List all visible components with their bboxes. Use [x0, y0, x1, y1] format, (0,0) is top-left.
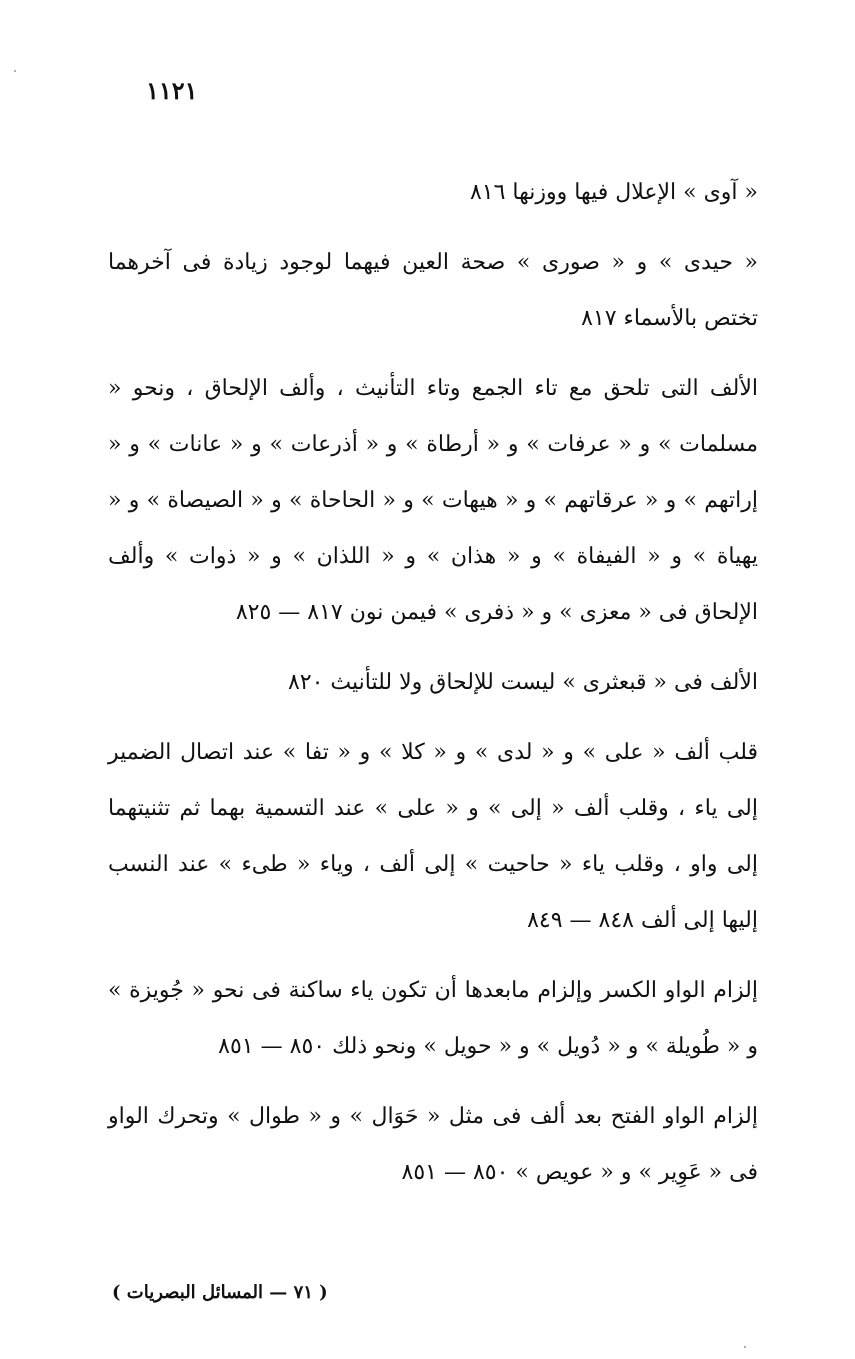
index-entry: الألف فى « قبعثرى » ليست للإلحاق ولا للتأنيث ٨٢٠ [287, 670, 758, 695]
index-entry: الألف التى تلحق مع تاء الجمع وتاء التأنيث ، وألف الإلحاق ، ونحو « مسلمات » و « عرفات » و « أرطاة » و « أذرعات » و « عانات » و « إراتهم » و « عرقاتهم » و « هيهات » و « الحاحاة » و « الصيصاة » و « يهياة » و « الفيفاة » و « هذان » و « اللذان » و « ذوات » وألف الإلحاق فى « معزى » و « ذفرى » فيمن نون ٨١٧ — ٨٢٥ [108, 376, 758, 625]
scan-speck [744, 1346, 746, 1348]
scan-speck [14, 70, 16, 72]
page-number: ١١٢١ [146, 76, 198, 105]
index-entry: إلزام الواو الفتح بعد ألف فى مثل « حَوَال » و « طوال » وتحرك الواو فى « عَوِير » و « عويص » ٨٥٠ — ٨٥١ [108, 1104, 758, 1185]
index-entries [108, 165, 758, 1215]
footer-signature-mark: ( ٧١ — المسائل البصريات ) [112, 1282, 328, 1303]
index-entry: قلب ألف « على » و « لدى » و « كلا » و « تفا » عند اتصال الضمير إلى ياء ، وقلب ألف « إلى » و « على » عند التسمية بهما ثم تثنيتهما إلى واو ، وقلب ياء « حاحيت » إلى ألف ، وياء « طىء » عند النسب إليها إلى ألف ٨٤٨ — ٨٤٩ [108, 740, 758, 933]
index-entry: إلزام الواو الكسر وإلزام مابعدها أن تكون ياء ساكنة فى نحو « جُويزة » و « طُويلة » و « دُويل » و « حويل » ونحو ذلك ٨٥٠ — ٨٥١ [108, 978, 758, 1059]
index-entry: « حيدى » و « صورى » صحة العين فيهما لوجود زيادة فى آخرهما تختص بالأسماء ٨١٧ [108, 250, 758, 331]
index-entry: « آوى » الإعلال فيها ووزنها ٨١٦ [469, 180, 758, 205]
